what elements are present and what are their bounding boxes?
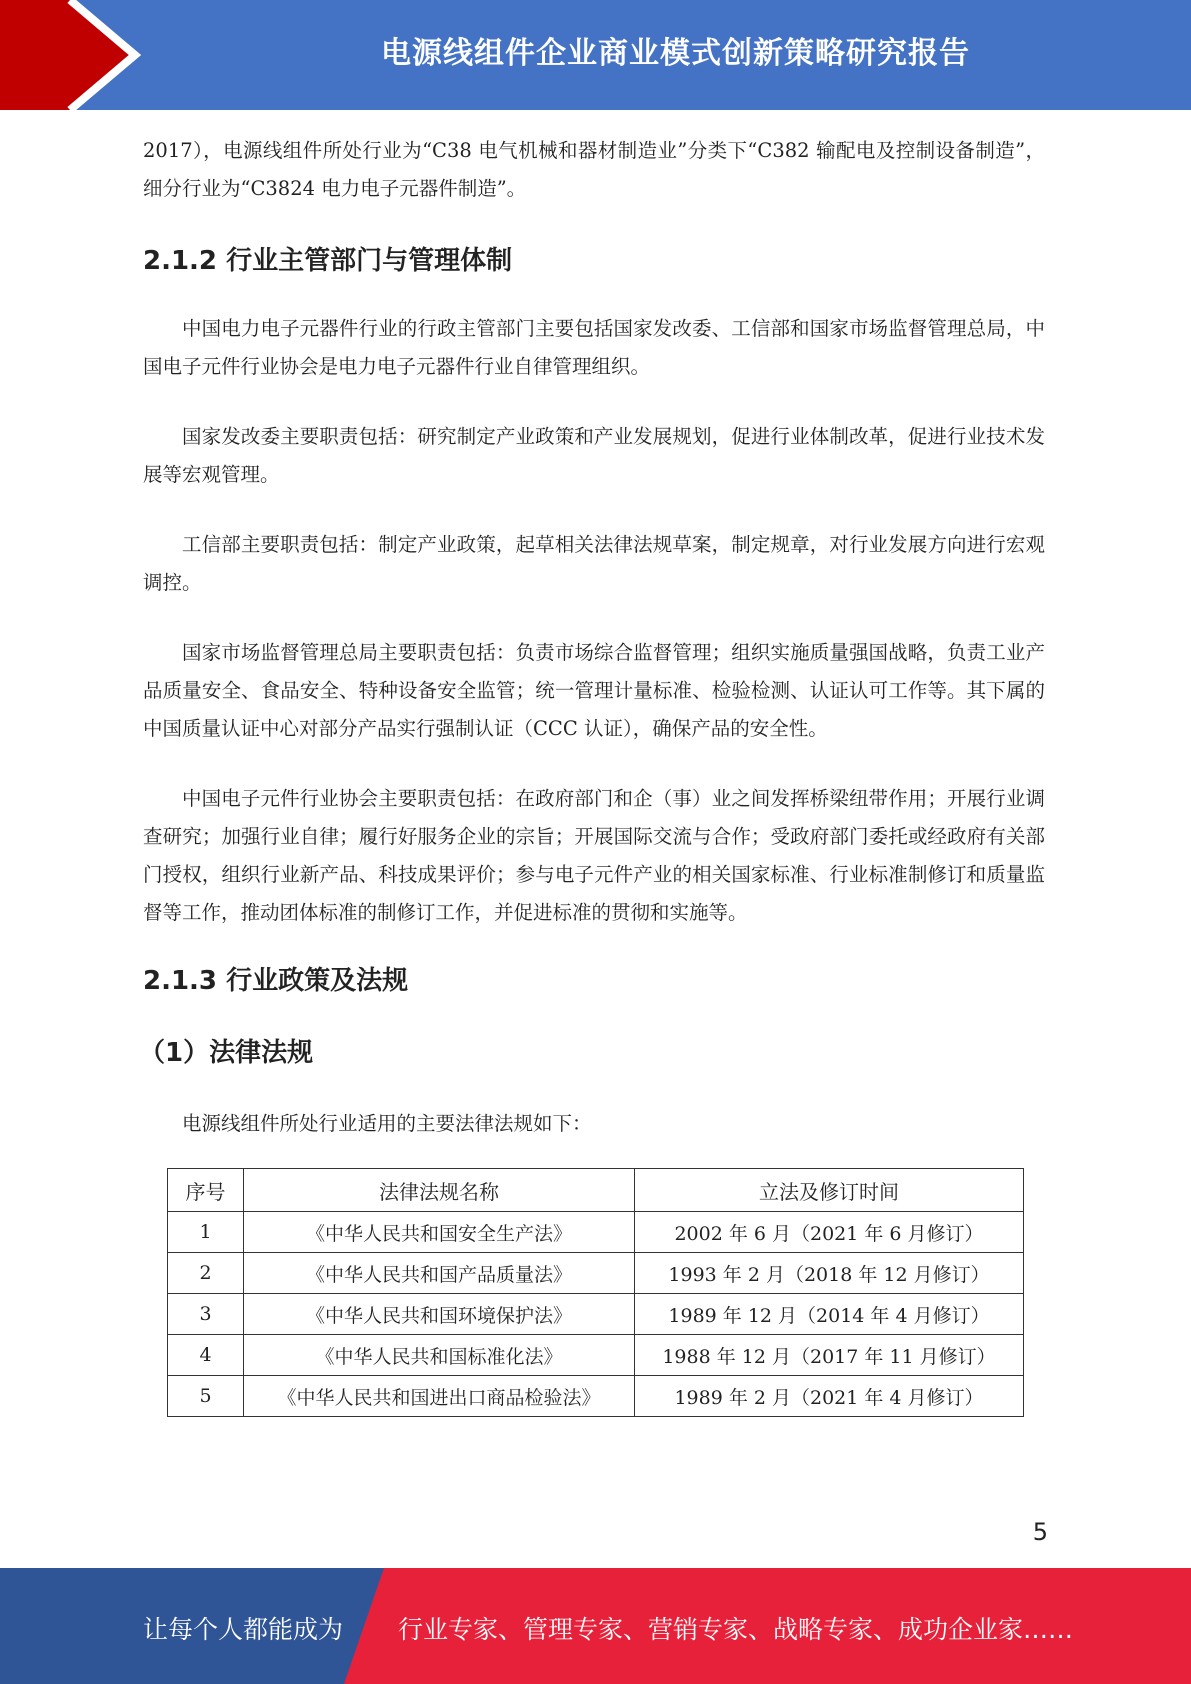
cell-law-name: 《中华人民共和国环境保护法》: [244, 1294, 635, 1335]
table-header-row: [168, 1169, 1024, 1212]
paragraph-industry-classification: 2017），电源线组件所处行业为“C38 电气机械和器材制造业”分类下“C382 输配电及控制设备制造”，细分行业为“C3824 电力电子元器件制造”。: [143, 139, 1045, 200]
paragraph-ndrc: 国家发改委主要职责包括：研究制定产业政策和产业发展规划，促进行业体制改革，促进行业技术发展等宏观管理。: [143, 425, 1045, 486]
report-title: 电源线组件企业商业模式创新策略研究报告: [381, 36, 970, 71]
header-cell-date: 立法及修订时间: [635, 1169, 1024, 1212]
page-footer: [0, 1568, 1191, 1684]
cell-law-name: 《中华人民共和国产品质量法》: [244, 1253, 635, 1294]
section-heading-2-1-3: 2.1.3 行业政策及法规: [143, 966, 409, 996]
cell-law-name: 《中华人民共和国安全生产法》: [244, 1212, 635, 1253]
paragraph-laws-intro: 电源线组件所处行业适用的主要法律法规如下：: [182, 1112, 592, 1135]
page-number: 5: [1032, 1518, 1048, 1546]
cell-index: 2: [168, 1253, 244, 1294]
cell-date: 1993 年 2 月（2018 年 12 月修订）: [635, 1253, 1024, 1294]
footer-slogan-left: 让每个人都能成为: [143, 1615, 344, 1644]
cell-law-name: 《中华人民共和国进出口商品检验法》: [244, 1376, 635, 1417]
cell-date: 1989 年 12 月（2014 年 4 月修订）: [635, 1294, 1024, 1335]
table-row: [168, 1335, 1024, 1376]
header-cell-law-name: 法律法规名称: [244, 1169, 635, 1212]
cell-law-name: 《中华人民共和国标准化法》: [244, 1335, 635, 1376]
paragraph-miit: 工信部主要职责包括：制定产业政策，起草相关法律法规草案，制定规章，对行业发展方向进行宏观调控。: [143, 533, 1045, 594]
page-header: [0, 0, 1191, 110]
laws-table: [167, 1168, 1024, 1417]
cell-index: 4: [168, 1335, 244, 1376]
cell-date: 2002 年 6 月（2021 年 6 月修订）: [635, 1212, 1024, 1253]
cell-date: 1989 年 2 月（2021 年 4 月修订）: [635, 1376, 1024, 1417]
paragraph-samr: 国家市场监督管理总局主要职责包括：负责市场综合监督管理；组织实施质量强国战略，负责工业产品质量安全、食品安全、特种设备安全监管；统一管理计量标准、检验检测、认证认可工作等。其下属的中国质量认证中心对部分产品实行强制认证（CCC 认证），确保产品的安全性。: [143, 641, 1045, 740]
cell-index: 5: [168, 1376, 244, 1417]
cell-index: 3: [168, 1294, 244, 1335]
table-row: [168, 1294, 1024, 1335]
paragraph-association: 中国电子元件行业协会主要职责包括：在政府部门和企（事）业之间发挥桥梁纽带作用；开展行业调查研究；加强行业自律；履行好服务企业的宗旨；开展国际交流与合作；受政府部门委托或经政府有关部门授权，组织行业新产品、科技成果评价；参与电子元件产业的相关国家标准、行业标准制修订和质量监督等工作，推动团体标准的制修订工作，并促进标准的贯彻和实施等。: [143, 787, 1045, 924]
subsection-heading-laws: （1）法律法规: [139, 1038, 314, 1068]
footer-slogan-right: 行业专家、管理专家、营销专家、战略专家、成功企业家……: [398, 1615, 1074, 1644]
table-row: [168, 1376, 1024, 1417]
table-row: [168, 1212, 1024, 1253]
section-heading-2-1-2: 2.1.2 行业主管部门与管理体制: [143, 246, 513, 276]
header-cell-index: 序号: [168, 1169, 244, 1212]
cell-date: 1988 年 12 月（2017 年 11 月修订）: [635, 1335, 1024, 1376]
cell-index: 1: [168, 1212, 244, 1253]
table-row: [168, 1253, 1024, 1294]
paragraph-authorities: 中国电力电子元器件行业的行政主管部门主要包括国家发改委、工信部和国家市场监督管理总局，中国电子元件行业协会是电力电子元器件行业自律管理组织。: [143, 317, 1045, 378]
